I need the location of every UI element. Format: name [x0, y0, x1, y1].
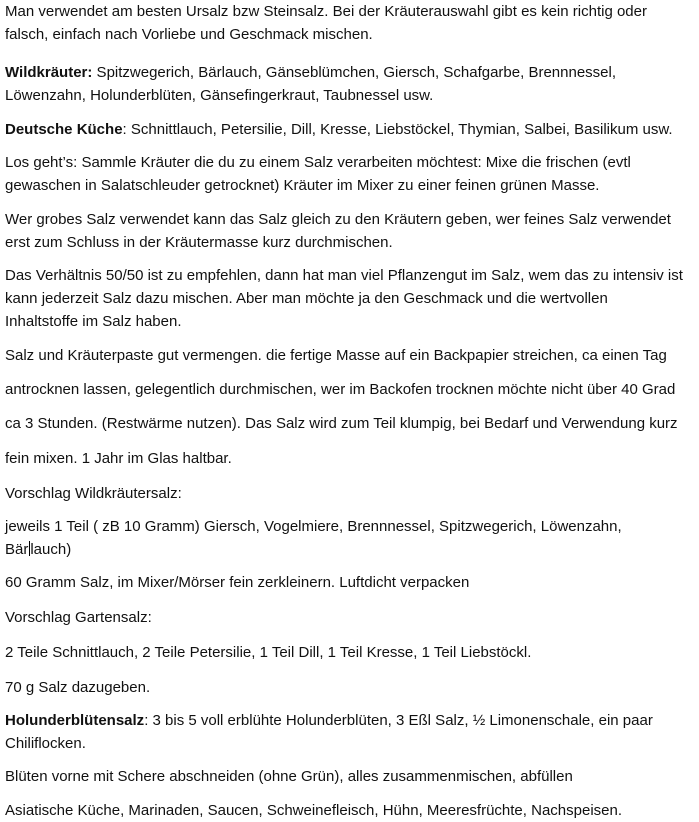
salz-dazugeben-paragraph	[5, 676, 695, 699]
vorschlag-gartensalz-heading	[5, 606, 695, 629]
text-line: Asiatische Küche, Marinaden, Saucen, Schweinefleisch, Hühn, Meeresfrüchte, Nachspeisen.	[5, 802, 622, 819]
deutsche-kueche-paragraph	[5, 118, 695, 141]
text-line: gewaschen in Salatschleuder getrocknet) Kräuter im Mixer zu einer feinen grünen Masse.	[5, 177, 600, 194]
text-line: falsch, einfach nach Vorliebe und Geschmack mischen.	[5, 26, 373, 43]
text-line: antrocknen lassen, gelegentlich durchmischen, wer im Backofen trocknen möchte nicht über 40 Grad	[5, 381, 676, 398]
text-line: erst zum Schluss in der Kräutermasse kurz durchmischen.	[5, 234, 393, 251]
blueten-abschneiden-paragraph	[5, 765, 695, 788]
text-line: Blüten vorne mit Schere abschneiden (ohne Grün), alles zusammenmischen, abfüllen	[5, 768, 573, 785]
text-line: 60 Gramm Salz, im Mixer/Mörser fein zerkleinern. Luftdicht verpacken	[5, 574, 470, 591]
text-line: Wer grobes Salz verwendet kann das Salz gleich zu den Kräutern geben, wer feines Salz verwendet	[5, 211, 671, 228]
gartensalz-ingredients	[5, 641, 695, 664]
holunderbluetensalz-label: Holunderblütensalz	[5, 712, 145, 729]
text-line: fein mixen. 1 Jahr im Glas haltbar.	[5, 450, 232, 467]
salz-zerkleinern-paragraph	[5, 571, 695, 594]
text-line: Das Verhältnis 50/50 ist zu empfehlen, dann hat man viel Pflanzengut im Salz, wem das zu intensiv ist	[5, 267, 683, 284]
wildkraeuter-label: Wildkräuter:	[5, 64, 93, 81]
verhaeltnis-paragraph	[5, 264, 695, 333]
deutsche-kueche-label: Deutsche Küche	[5, 121, 123, 138]
haltbar-paragraph	[5, 447, 695, 470]
text-line: Los geht’s: Sammle Kräuter die du zu einem Salz verarbeiten möchtest: Mixe die frischen (evtl	[5, 154, 631, 171]
text-line: jeweils 1 Teil ( zB 10 Gramm) Giersch, Vogelmiere, Brennnessel, Spitzwegerich, Löwenzahn,	[5, 518, 622, 535]
holunderbluetensalz-paragraph: Holunderblütensalz: 3 bis 5 voll erblühte Holunderblüten, 3 Eßl Salz, ½ Limonenschale, ein paar Chiliflocken.	[5, 709, 695, 755]
text-line: Vorschlag Gartensalz:	[5, 609, 152, 626]
grobes-salz-paragraph	[5, 208, 695, 254]
intro-paragraph	[5, 0, 695, 46]
text-line: Inhaltstoffe im Salz haben.	[5, 313, 182, 330]
vermengen-paragraph	[5, 344, 695, 367]
text-line: ca 3 Stunden. (Restwärme nutzen). Das Salz wird zum Teil klumpig, bei Bedarf und Verwendung kurz	[5, 415, 678, 432]
vorschlag-wildkraeutersalz-heading	[5, 482, 695, 505]
deutsche-kueche-list: : Schnittlauch, Petersilie, Dill, Kresse, Liebstöckel, Thymian, Salbei, Basilikum usw.	[122, 121, 673, 138]
asiatische-kueche-paragraph	[5, 799, 695, 822]
text-line: kann jederzeit Salz dazu mischen. Aber man möchte ja den Geschmack und die wertvollen	[5, 290, 608, 307]
stunden-paragraph	[5, 412, 695, 435]
text-line: 2 Teile Schnittlauch, 2 Teile Petersilie, 1 Teil Dill, 1 Teil Kresse, 1 Teil Liebstöckl.	[5, 644, 532, 661]
los-gehts-paragraph	[5, 151, 695, 197]
text-line: Löwenzahn, Holunderblüten, Gänsefingerkraut, Taubnessel usw.	[5, 87, 434, 104]
text-line: Man verwendet am besten Ursalz bzw Steinsalz. Bei der Kräuterauswahl gibt es kein richtig oder	[5, 3, 647, 20]
text-line: Salz und Kräuterpaste gut vermengen. die fertige Masse auf ein Backpapier streichen, ca einen Tag	[5, 347, 667, 364]
antrocknen-paragraph	[5, 378, 695, 401]
text-line: 70 g Salz dazugeben.	[5, 679, 151, 696]
wildkraeutersalz-ingredients: jeweils 1 Teil ( zB 10 Gramm) Giersch, Vogelmiere, Brennnessel, Spitzwegerich, Löwenzahn, Bär lauch)	[5, 515, 695, 561]
wildkraeuter-paragraph	[5, 61, 695, 107]
text-line: Vorschlag Wildkräutersalz:	[5, 485, 182, 502]
wildkraeuter-list: Spitzwegerich, Bärlauch, Gänseblümchen, Giersch, Schafgarbe, Brennnessel,	[92, 64, 616, 81]
text-line: Chiliflocken.	[5, 735, 86, 752]
